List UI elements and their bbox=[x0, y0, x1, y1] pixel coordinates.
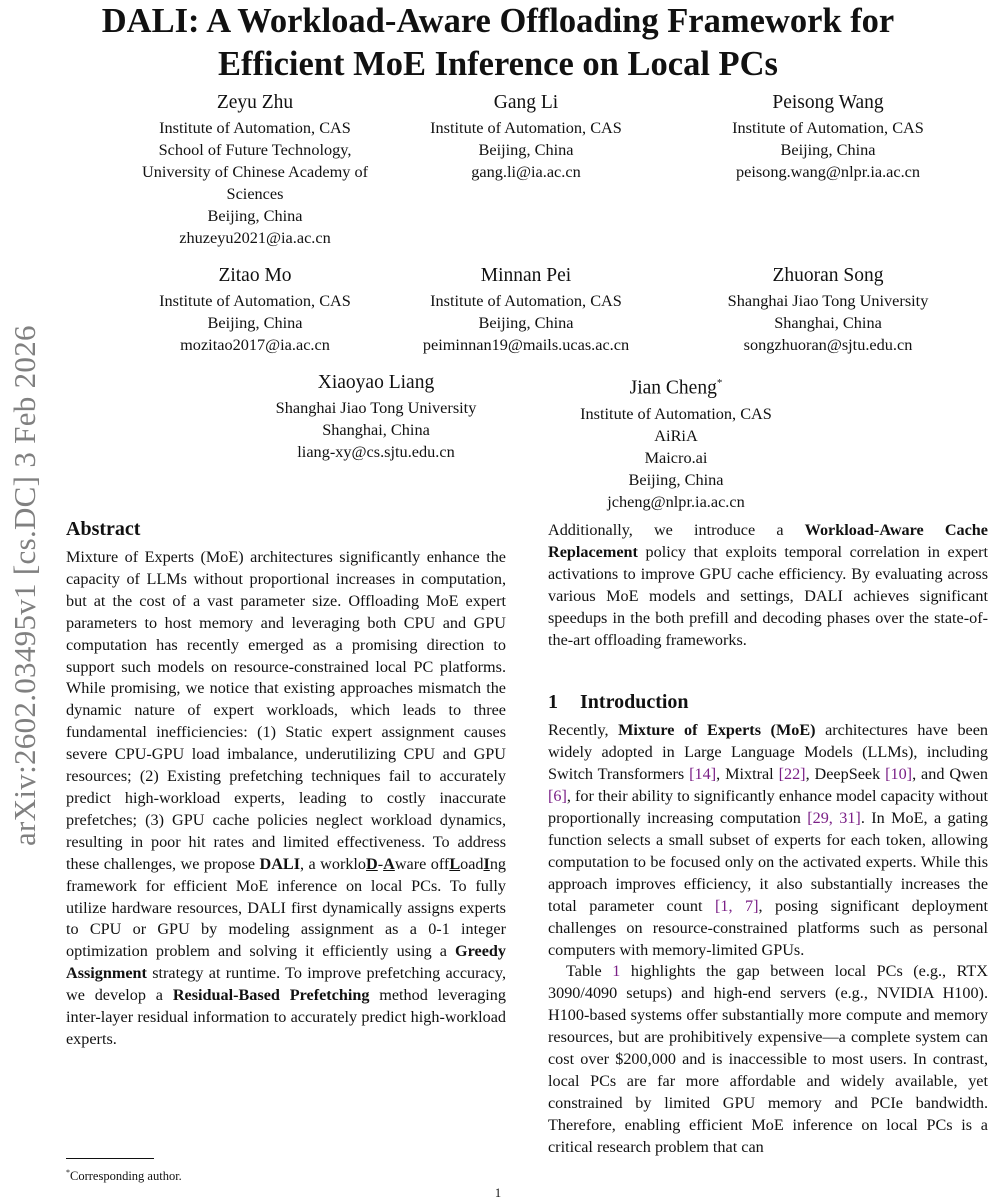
author-email: peisong.wang@nlpr.ia.ac.cn bbox=[735, 162, 921, 181]
section-title: Introduction bbox=[580, 691, 689, 714]
author-affiliation: Institute of Automation, CAS bbox=[430, 291, 622, 310]
section-number: 1 bbox=[548, 691, 558, 714]
greedy-assignment-term: Greedy Assignment bbox=[66, 942, 506, 983]
author-name: Zitao Mo bbox=[218, 265, 292, 286]
left-column bbox=[66, 516, 506, 1051]
author-block bbox=[226, 370, 526, 463]
footnote-mark: * bbox=[66, 1168, 70, 1177]
author-location: Shanghai, China bbox=[774, 313, 882, 332]
footnote bbox=[66, 1165, 182, 1184]
author-affiliation: Maicro.ai bbox=[644, 447, 708, 467]
footnote-rule bbox=[66, 1158, 154, 1159]
author-block bbox=[668, 263, 988, 356]
dali-name: DALI bbox=[259, 854, 301, 873]
author-affiliation: Sciences bbox=[226, 184, 284, 203]
citation-link[interactable]: [1, 7] bbox=[714, 896, 759, 915]
author-email: zhuzeyu2021@ia.ac.cn bbox=[179, 228, 331, 247]
table-reference-link[interactable]: 1 bbox=[612, 962, 621, 981]
author-name: Zhuoran Song bbox=[772, 265, 884, 286]
abstract-heading: Abstract bbox=[66, 518, 141, 540]
author-affiliation: Institute of Automation, CAS bbox=[159, 291, 351, 310]
author-email: songzhuoran@sjtu.edu.cn bbox=[743, 335, 913, 354]
cache-replacement-term: Workload-Aware Cache Replacement bbox=[548, 521, 988, 561]
introduction-heading bbox=[548, 689, 988, 715]
abstract-continuation: Additionally, we introduce a Workload-Aware Cache Replacement policy that exploits temporal correlation in expert activations to improve GPU cache efficiency. By evaluating across various MoE models and settings, DALI achieves significant speedups in the both prefill and decoding phases over the state-of-the-art offloading frameworks. bbox=[548, 521, 988, 649]
moe-term: Mixture of Experts (MoE) bbox=[618, 721, 816, 740]
page-number: 1 bbox=[494, 1186, 502, 1200]
author-affiliation: Institute of Automation, CAS bbox=[580, 403, 772, 423]
intro-paragraph: Table 1 highlights the gap between local PCs (e.g., RTX 3090/4090 setups) and high-end servers (e.g., NVIDIA H100). H100-based systems offer substantially more compute and memory resources, but are prohibitively expensive—a complete system can cost over $200,000 and is inaccessible to most users. In contrast, local PCs are far more affordable and widely available, yet constrained by limited GPU memory and PCIe bandwidth. Therefore, enabling efficient MoE inference on local PCs is a critical research problem that can bbox=[548, 962, 989, 1156]
author-affiliation: Institute of Automation, CAS bbox=[732, 118, 924, 137]
author-block bbox=[526, 370, 826, 513]
corresponding-author-mark: * bbox=[716, 377, 723, 389]
author-location: Beijing, China bbox=[478, 313, 574, 332]
author-email: mozitao2017@ia.ac.cn bbox=[180, 335, 330, 354]
author-location: Shanghai, China bbox=[322, 420, 430, 439]
author-email: liang-xy@cs.sjtu.edu.cn bbox=[297, 442, 455, 461]
author-name: Minnan Pei bbox=[480, 265, 572, 286]
author-affiliation: School of Future Technology, bbox=[158, 140, 352, 159]
author-location: Beijing, China bbox=[628, 469, 724, 489]
author-location: Beijing, China bbox=[478, 140, 574, 159]
author-affiliation: University of Chinese Academy of bbox=[141, 162, 369, 181]
author-block bbox=[376, 263, 676, 356]
author-block bbox=[376, 90, 676, 183]
right-column bbox=[548, 520, 988, 1159]
author-block bbox=[668, 90, 988, 183]
author-email: gang.li@ia.ac.cn bbox=[471, 162, 581, 181]
paper-title bbox=[40, 0, 956, 86]
author-email: jcheng@nlpr.ia.ac.cn bbox=[607, 491, 745, 511]
author-name: Peisong Wang bbox=[772, 92, 884, 113]
citation-link[interactable]: [22] bbox=[778, 765, 806, 784]
abstract-paragraph: Mixture of Experts (MoE) architectures significantly enhance the capacity of LLMs without proportional increases in computation, but at the cost of a vast parameter size. Offloading MoE expert parameters to host memory and leveraging both CPU and GPU computation has recently emerged as a promising direction to support such models on resource-constrained local PC platforms. While promising, we notice that existing approaches mismatch the dynamic nature of expert workloads, which leads to three fundamental inefficiencies: (1) Static expert assignment causes severe CPU-GPU load imbalance, underutilizing CPU and GPU resources; (2) Existing prefetching techniques fail to accurately predict high-workload experts, leading to costly inaccurate prefetches; (3) GPU cache policies neglect workload dynamics, resulting in poor hit rates and limited effectiveness. To address these challenges, we propose DALI, a workloD-Aware offLoadIng framework for efficient MoE inference on local PCs. To fully utilize hardware resources, DALI first dynamically assigns experts to CPU or GPU by modeling assignment as a 0-1 integer optimization problem and solving it efficiently using a Greedy Assignment strategy at runtime. To improve prefetching accuracy, we develop a Residual-Based Prefetching method leveraging inter-layer residual information to accurately predict high-workload experts. bbox=[66, 548, 506, 1048]
author-location: Beijing, China bbox=[780, 140, 876, 159]
citation-link[interactable]: [6] bbox=[548, 787, 567, 806]
title-line-2: Efficient MoE Inference on Local PCs bbox=[218, 45, 778, 83]
author-location: Beijing, China bbox=[207, 206, 303, 225]
citation-link[interactable]: [29, 31] bbox=[807, 809, 861, 828]
author-name: Xiaoyao Liang bbox=[317, 372, 435, 393]
title-line-1: DALI: A Workload-Aware Offloading Framework for bbox=[101, 2, 895, 40]
author-affiliation: Shanghai Jiao Tong University bbox=[727, 291, 929, 310]
footnote-text: Corresponding author. bbox=[70, 1169, 182, 1184]
citation-link[interactable]: [14] bbox=[689, 765, 717, 784]
author-affiliation: Institute of Automation, CAS bbox=[430, 118, 622, 137]
author-affiliation: AiRiA bbox=[654, 425, 698, 445]
author-name: Zeyu Zhu bbox=[216, 92, 294, 113]
author-name-text: Jian Cheng bbox=[629, 377, 717, 399]
arxiv-identifier: arXiv:2602.03495v1 [cs.DC] 3 Feb 2026 bbox=[7, 325, 42, 847]
author-location: Beijing, China bbox=[207, 313, 303, 332]
author-email: peiminnan19@mails.ucas.ac.cn bbox=[422, 335, 630, 354]
author-name bbox=[526, 370, 826, 402]
author-affiliation: Shanghai Jiao Tong University bbox=[275, 398, 477, 417]
author-affiliation: Institute of Automation, CAS bbox=[159, 118, 351, 137]
author-name: Gang Li bbox=[493, 92, 559, 113]
citation-link[interactable]: [10] bbox=[885, 765, 913, 784]
residual-prefetching-term: Residual-Based Prefetching bbox=[172, 986, 370, 1005]
intro-paragraph: Recently, Mixture of Experts (MoE) architectures have been widely adopted in Large Language Models (LLMs), including Switch Transformers [14], Mixtral [22], DeepSeek [10], and Qwen [6], for their ability to significantly enhance model capacity without proportionally increasing computation [29, 31]. In MoE, a gating function selects a small subset of experts for each token, allowing computation to be focused only on the activated experts. While this approach improves efficiency, it also substantially increases the total parameter count [1, 7], posing significant deployment challenges on resource-constrained platforms such as personal computers with memory-limited GPUs. bbox=[548, 721, 989, 959]
